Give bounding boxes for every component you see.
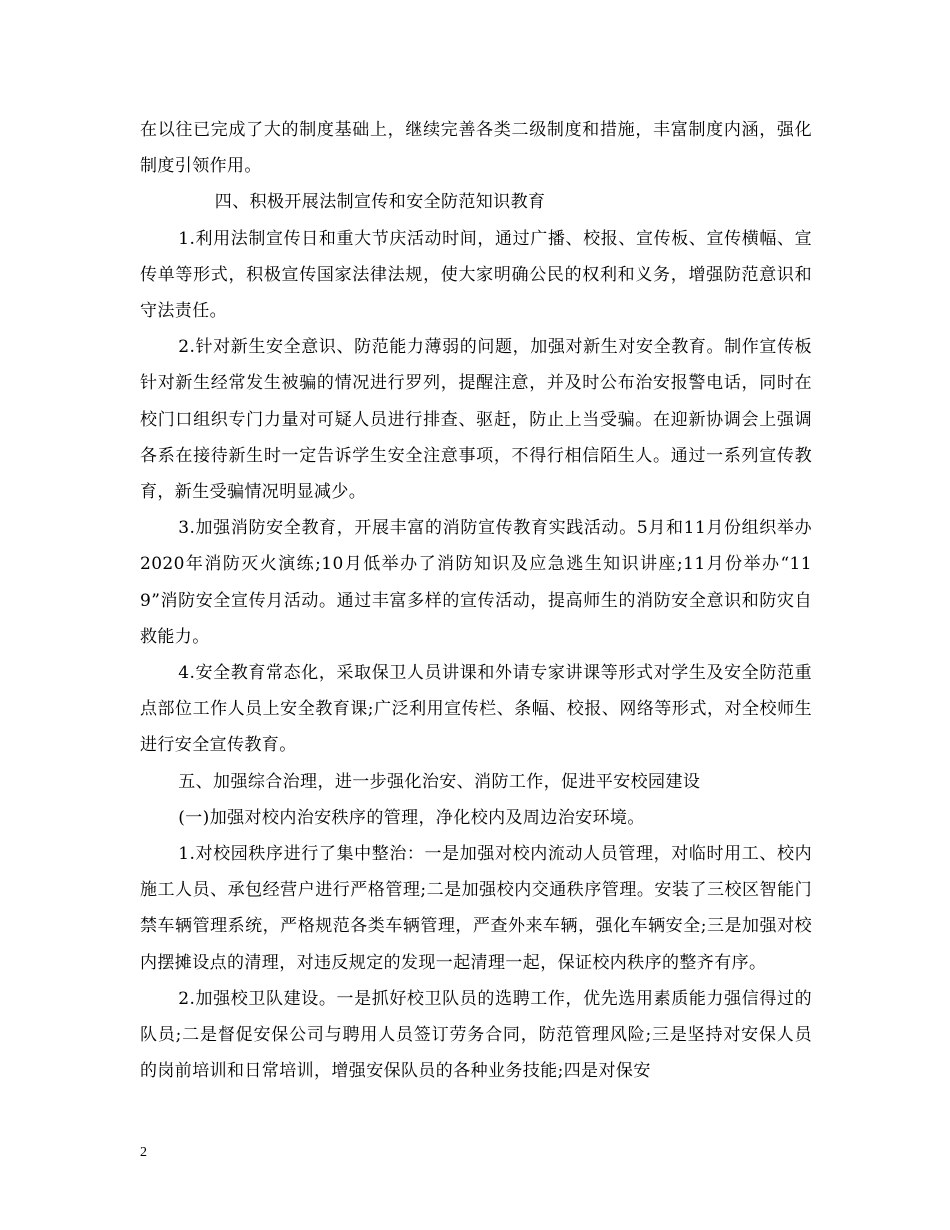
- paragraph-order-2: 2.加强校卫队建设。一是抓好校卫队员的选聘工作，优先选用素质能力强信得过的队员;二是督促安保公司与聘用人员签订劳务合同，防范管理风险;三是坚持对安保人员的岗前培训和日常培训，增强安保队员的各种业务技能;四是对保安: [140, 988, 812, 1082]
- paragraph-item-2: 2.针对新生安全意识、防范能力薄弱的问题，加强对新生对安全教育。制作宣传板针对新生经常发生被骗的情况进行罗列，提醒注意，并及时公布治安报警电话，同时在校门口组织专门力量对可疑人员进行排查、驱赶，防止上当受骗。在迎新协调会上强调各系在接待新生时一定告诉学生安全注意事项，不得行相信陌生人。通过一系列宣传教育，新生受骗情况明显减少。: [140, 337, 812, 503]
- page-number: 2: [140, 1145, 147, 1160]
- section-heading-four: 四、积极开展法制宣传和安全防范知识教育: [214, 192, 546, 213]
- paragraph-continuation: 在以往已完成了大的制度基础上，继续完善各类二级制度和措施，丰富制度内涵，强化制度引领作用。: [140, 120, 812, 177]
- paragraph-item-3: 3.加强消防安全教育，开展丰富的消防宣传教育实践活动。5月和11月份组织举办2020年消防灭火演练;10月低举办了消防知识及应急逃生知识讲座;11月份举办“119”消防安全宣传月活动。通过丰富多样的宣传活动，提高师生的消防安全意识和防灾自救能力。: [140, 518, 812, 647]
- subsection-heading-one: (一)加强对校内治安秩序的管理，净化校内及周边治安环境。: [178, 807, 645, 828]
- paragraph-order-1: 1.对校园秩序进行了集中整治：一是加强对校内流动人员管理，对临时用工、校内施工人员、承包经营户进行严格管理;二是加强校内交通秩序管理。安装了三校区智能门禁车辆管理系统，严格规范各类车辆管理，严查外来车辆，强化车辆安全;三是加强对校内摆摊设点的清理，对违反规定的发现一起清理一起，保证校内秩序的整齐有序。: [140, 844, 812, 973]
- paragraph-item-1: 1.利用法制宣传日和重大节庆活动时间，通过广播、校报、宣传板、宣传横幅、宣传单等形式，积极宣传国家法律法规，使大家明确公民的权利和义务，增强防范意识和守法责任。: [140, 228, 812, 322]
- paragraph-item-4: 4.安全教育常态化，采取保卫人员讲课和外请专家讲课等形式对学生及安全防范重点部位工作人员上安全教育课;广泛利用宣传栏、条幅、校报、网络等形式，对全校师生进行安全宣传教育。: [140, 663, 812, 756]
- section-heading-five: 五、加强综合治理，进一步强化治安、消防工作，促进平安校园建设: [178, 771, 701, 792]
- document-body: [140, 112, 812, 1089]
